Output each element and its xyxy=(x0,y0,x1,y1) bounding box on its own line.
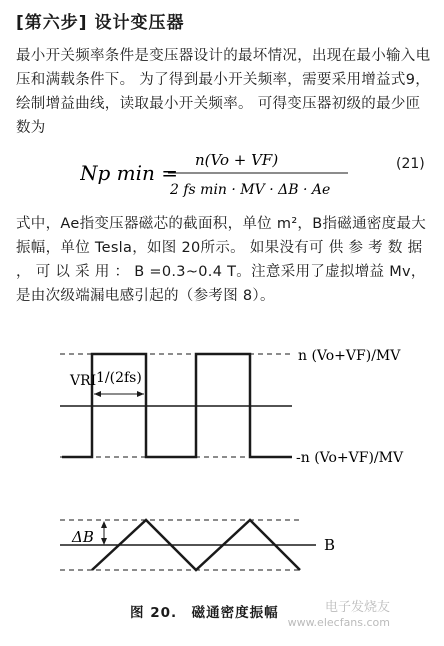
delta-b-arrowhead-up xyxy=(101,521,107,528)
flux-waveform-figure xyxy=(0,330,444,600)
equation-number: (21) xyxy=(396,156,425,172)
paragraph-intro: 最小开关频率条件是变压器设计的最坏情况，出现在最小输入电压和满载条件下。 为了得到最小开关频率，需要采用增益式9，绘制增益曲线，读取最小开关频率。 可得变压器初级的最少匝数为 xyxy=(16,48,431,136)
period-arrowhead-right xyxy=(137,391,144,397)
formula-21 xyxy=(80,146,380,208)
formula-numerator: n(Vo + VF) xyxy=(195,151,279,169)
period-label: 1/(2fs) xyxy=(96,370,142,386)
formula-lhs: Np min = xyxy=(80,161,179,185)
bottom-level-label: -n (Vo+VF)/MV xyxy=(296,450,404,466)
delta-b-arrowhead-down xyxy=(101,538,107,545)
figure-caption: 图 20. 磁通密度振幅 xyxy=(130,605,279,621)
top-level-label: n (Vo+VF)/MV xyxy=(298,348,401,364)
watermark-url: www.elecfans.com xyxy=(287,616,390,629)
watermark-logo: 电子发烧友 xyxy=(324,600,390,615)
formula-graphic xyxy=(80,146,380,204)
paragraph-explanation: 式中，Ae指变压器磁芯的截面积，单位 m²，B指磁通密度最大振幅，单位 Tesla，如图 20所示。 如果没有可 供 参 考 数 据 ， 可 以 采 用 ： B =0.3~0.4 T。注意采用了虚拟增益 Mv，是由次级端漏电感引起的（参考图 8）。 xyxy=(16,216,427,304)
period-arrowhead-left xyxy=(94,391,101,397)
delta-b-label: ΔB xyxy=(72,528,94,546)
vri-label: VRI xyxy=(70,373,97,389)
formula-denominator: 2 fs min · MV · ΔB · Ae xyxy=(170,182,331,198)
section-title: [第六步] 设计变压器 xyxy=(16,13,185,33)
b-label: B xyxy=(324,536,336,554)
